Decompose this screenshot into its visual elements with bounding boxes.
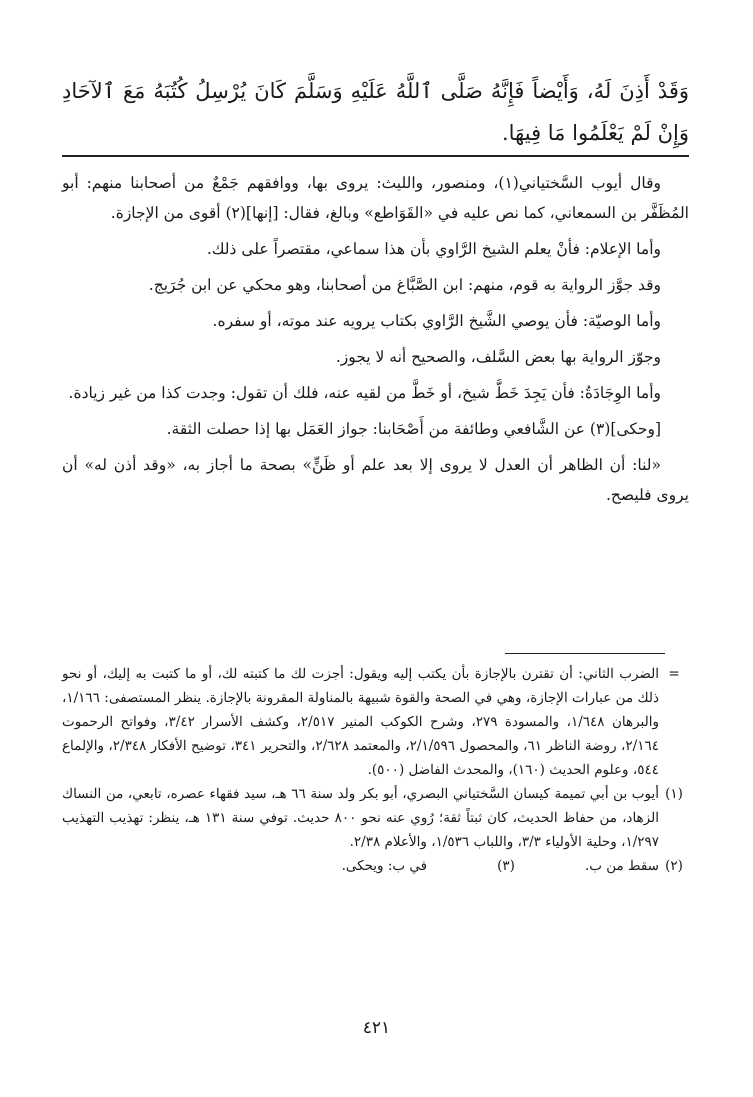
paragraph: وأما الوصيّة: فأن يوصي الشَّيخ الرَّاوي بكتاب يرويه عند موته، أو سفره. [212,312,661,330]
footnote-marker: (١) [665,786,683,802]
paragraph: وجوّز الرواية بها بعض السَّلف، والصحيح أنه لا يجوز. [335,348,661,366]
footnote-marker: (٢) [665,858,683,874]
footnote-marker: (٣) [497,858,515,874]
footnote [62,662,689,782]
paragraph: وأما الإعلام: فأنْ يعلم الشيخ الرَّاوي بأن هذا سماعي، مقتصراً على ذلك. [206,240,661,258]
paragraph: [وحكى](٣) عن الشَّافعي وطائفة من أَصْحَابنا: جواز العَمَل بها إذا حصلت الثقة. [166,420,661,438]
paragraph: وقال أيوب السَّختياني(١)، ومنصور، والليث: يروى بها، ووافقهم جَمْعٌ من أصحابنا منهم: أبو المُظَفَّر بن السمعاني، كما نص عليه في «القَوَاطع» وبالغ، فقال: [إنها](٢) أقوى من الإجازة. [62,174,689,222]
footnote-text: الضرب الثاني: أن تقترن بالإجازة بأن يكتب إليه ويقول: أجزت لك ما كتبته لك، أو ما كتبت به إليك، أو نحو ذلك من عبارات الإجازة، وهي في الصحة والقوة شبيهة بالمناولة المقرونة بالإجازة. ينظر المستصفى: ١/١٦٦، والبرهان ١/٦٤٨، والمسودة ٢٧٩، وشرح الكوكب المنير ٢/٥١٧، وكشف الأسرار ٣/٤٢، وفواتح الرحموت ٢/١٦٤، روضة الناظر ٦١، والمحصول ٢/١/٥٩٦، والمعتمد ٢/٦٢٨، والتحرير ٣٤١، توضيح الأفكار ٢/٣٤٨، والإلماع ٥٤٤، وعلوم الحديث (١٦٠)، والمحدث الفاضل (٥٠٠). [62,666,659,778]
top-divider [62,155,689,157]
paragraph: وقد جوَّز الرواية به قوم، منهم: ابن الصَّبَّاغ من أصحابنا، وهو محكي عن ابن جُرَيج. [148,276,661,294]
footnote-text: سقط من ب. [584,858,659,874]
footnote [62,782,689,854]
footnotes [62,662,689,878]
footnote-marker: = [668,666,680,682]
footnote-pair [62,854,659,878]
verse-text: وَقَدْ أَذِنَ لَهُ، وَأَيْضاً فَإِنَّهُ صَلَّى ٱللَّهُ عَلَيْهِ وَسَلَّمَ كَانَ يُرْسِلُ كُتُبَهُ مَعَ ٱلآحَادِ وَإِنْ لَمْ يَعْلَمُوا مَا فِيهَا. [62,79,689,145]
main-text [62,168,689,516]
footnote-divider [505,653,665,654]
footnote-text: في ب: ويحكى. [341,858,428,874]
paragraph: «لنا: أن الظاهر أن العدل لا يروى إلا بعد علم أو ظَنٍّ» بصحة ما أجاز به، «وقد أذن له» أن يروى فليصح. [62,456,689,504]
footnote-text: أيوب بن أبي تميمة كيسان السَّختياني البصري، أبو بكر ولد سنة ٦٦ هـ، سيد فقهاء عصره، تابعي، من النساك الزهاد، من حفاظ الحديث، كان ثبتاً ثقة؛ رُوي عنه نحو ٨٠٠ حديث. توفي سنة ١٣١ هـ، ينظر: تهذيب التهذيب ١/٢٩٧، وحلية الأولياء ٣/٣، واللباب ١/٥٣٦، والأعلام ٢/٣٨. [62,786,659,850]
footnote-row [62,854,689,878]
page-number: ٤٢١ [362,1018,391,1038]
paragraph: وأما الوِجَادَةُ: فأن يَجِدَ خَطَّ شيخ، أو خَطَّ من لقيه عنه، فلك أن تقول: وجدت كذا من غير زيادة. [68,384,661,402]
